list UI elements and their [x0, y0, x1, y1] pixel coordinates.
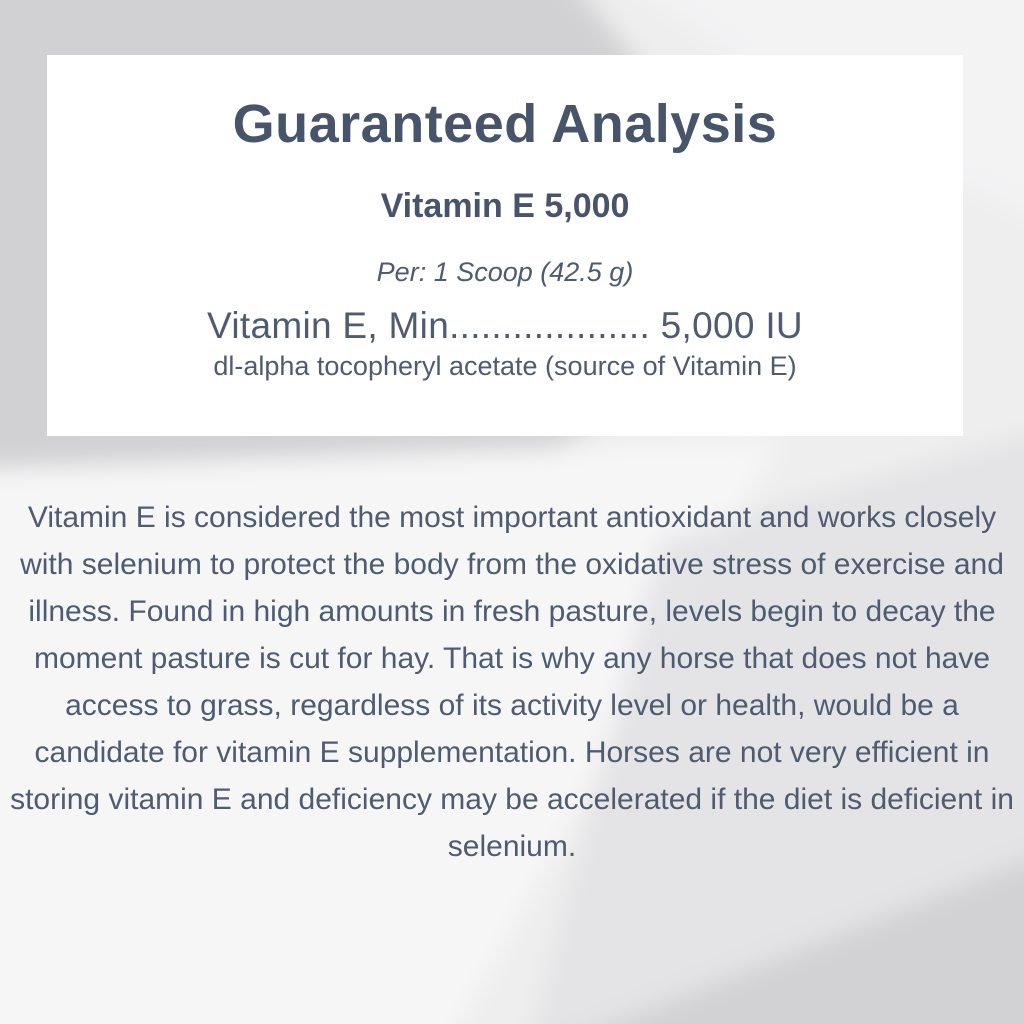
serving-size: Per: 1 Scoop (42.5 g) — [376, 257, 634, 287]
description-paragraph: Vitamin E is considered the most important antioxidant and works closely with selenium to protect the body from the oxidative stress of exercise and illness. Found in high amounts in fresh pasture, levels begin to decay the moment pasture is cut for hay. That is why any horse that does not have access to grass, regardless of its activity level or health, would be a candidate for vitamin E supplementation. Horses are not very efficient in storing vitamin E and deficiency may be accelerated if the diet is deficient in selenium. — [10, 501, 1014, 863]
analysis-source: dl-alpha tocopheryl acetate (source of Vitamin E) — [213, 351, 797, 381]
analysis-line: Vitamin E, Min................... 5,000 IU — [207, 305, 803, 346]
product-name: Vitamin E 5,000 — [380, 187, 630, 225]
card-title: Guaranteed Analysis — [232, 94, 778, 154]
guaranteed-analysis-card — [47, 55, 963, 436]
